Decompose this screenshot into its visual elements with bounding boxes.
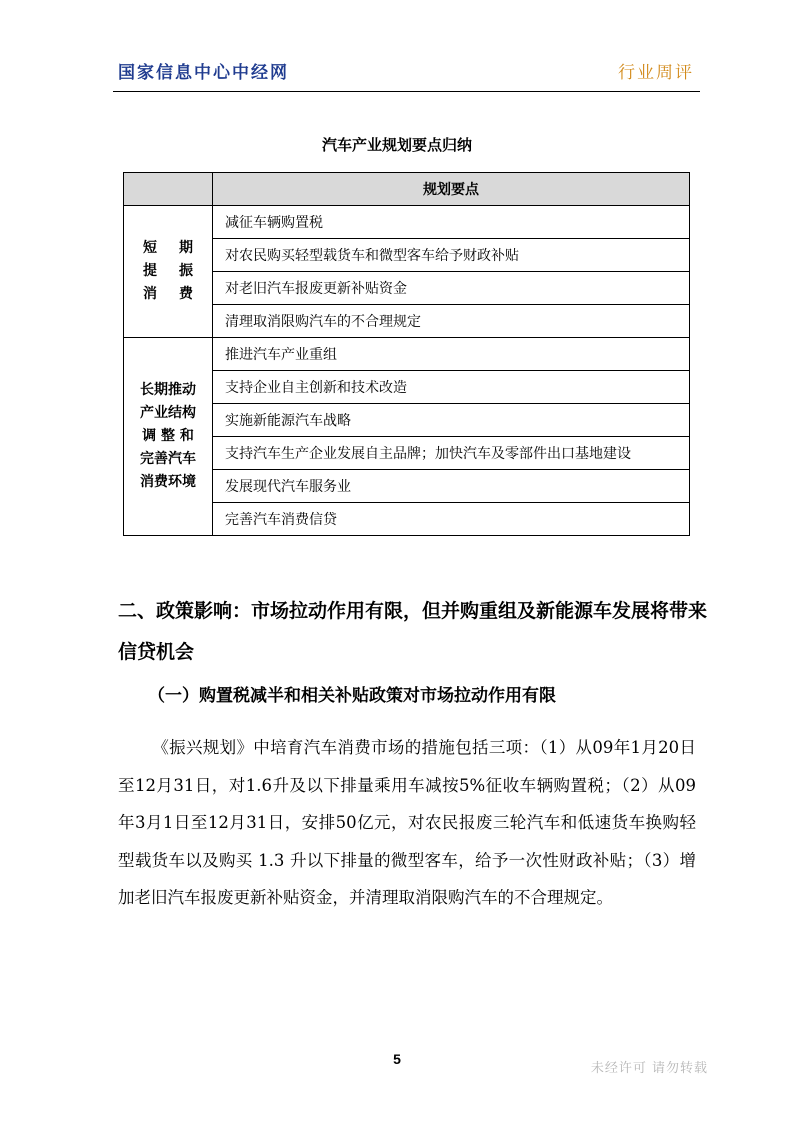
group-label-line: 产业结构	[140, 405, 196, 421]
table-item-cell: 支持企业自主创新和技术改造	[213, 371, 690, 404]
group-label-line: 长期推动	[140, 382, 196, 398]
table-item-cell: 发展现代汽车服务业	[213, 470, 690, 503]
table-item-cell: 推进汽车产业重组	[213, 338, 690, 371]
table-row	[124, 206, 690, 239]
group-label-line: 提 振	[143, 263, 193, 279]
table-item-cell: 减征车辆购置税	[213, 206, 690, 239]
subsection-heading: （一）购置税减半和相关补贴政策对市场拉动作用有限	[148, 686, 556, 706]
page-number: 5	[393, 1051, 401, 1067]
paragraph-text: 《振兴规划》中培育汽车消费市场的措施包括三项：（1）从09年1月20日至12月31日，对1.6升及以下排量乘用车减按5%征收车辆购置税；（2）从09年3月1日至12月31日，安排50亿元，对农民报废三轮汽车和低速货车换购轻型载货车以及购买 1.3 升以下排量的微型客车，给予一次性财政补贴；（3）增加老旧汽车报废更新补贴资金，并清理取消限购汽车的不合理规定。	[118, 738, 696, 907]
header-org-name: 国家信息中心中经网	[118, 63, 289, 83]
table-header-row	[124, 173, 690, 206]
watermark-text: 未经许可 请勿转载	[590, 1061, 708, 1076]
section-heading: 二、政策影响：市场拉动作用有限，但并购重组及新能源车发展将带来信贷机会	[118, 600, 708, 663]
group-label-short-term	[124, 206, 213, 338]
table-column-header: 规划要点	[213, 173, 690, 206]
table-item-cell: 实施新能源汽车战略	[213, 404, 690, 437]
plan-summary-table	[123, 172, 690, 536]
group-label-line: 消费环境	[140, 474, 196, 490]
body-paragraph	[118, 729, 696, 917]
group-label-line: 调 整 和	[142, 428, 194, 444]
group-label-line: 短 期	[143, 240, 193, 256]
table-corner-cell	[124, 173, 213, 206]
table-title: 汽车产业规划要点归纳	[321, 136, 472, 154]
group-label-line: 完善汽车	[140, 451, 196, 467]
table-item-cell: 对农民购买轻型载货车和微型客车给予财政补贴	[213, 239, 690, 272]
header-divider	[113, 91, 700, 92]
group-label-long-term	[124, 338, 213, 536]
table-item-cell: 对老旧汽车报废更新补贴资金	[213, 272, 690, 305]
header-category: 行业周评	[618, 63, 694, 83]
table-item-cell: 支持汽车生产企业发展自主品牌；加快汽车及零部件出口基地建设	[213, 437, 690, 470]
group-label-line: 消 费	[143, 286, 193, 302]
table-row	[124, 338, 690, 371]
table-item-cell: 清理取消限购汽车的不合理规定	[213, 305, 690, 338]
table-item-cell: 完善汽车消费信贷	[213, 503, 690, 536]
